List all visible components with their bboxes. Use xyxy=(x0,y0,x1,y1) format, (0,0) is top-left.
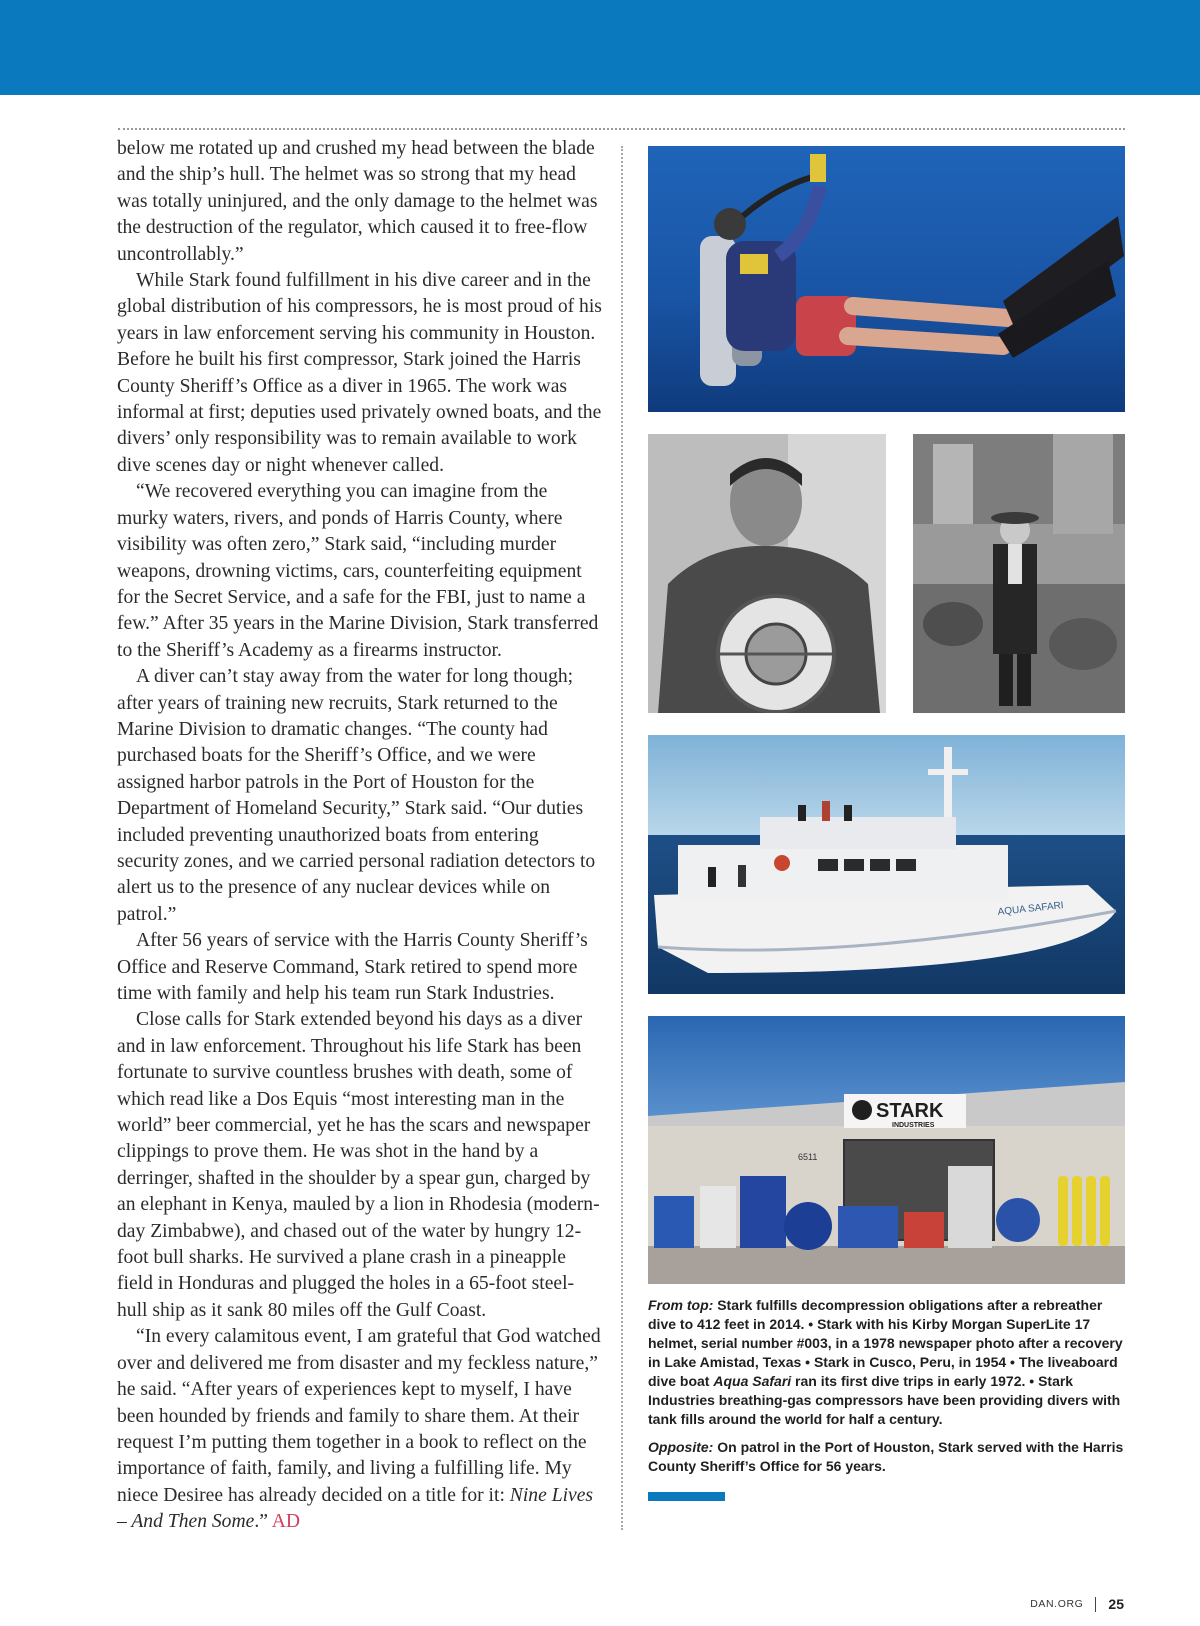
footer-site: DAN.ORG xyxy=(1030,1598,1084,1610)
building-number: 6511 xyxy=(798,1152,818,1162)
caption-opposite xyxy=(648,1438,1126,1476)
stark-sign-subtext: INDUSTRIES xyxy=(892,1122,935,1129)
caption-accent-bar xyxy=(648,1492,725,1501)
top-dotted-rule xyxy=(118,128,1125,130)
photo-diver-rebreather xyxy=(648,146,1125,412)
boat-hull-name: AQUA SAFARI xyxy=(997,900,1065,918)
article-paragraph: Close calls for Stark extended beyond his days as a diver and in law enforcement. Throughout his life Stark has been fortunate to survive countless brushes with death, some of which read like a Dos Equis “most interesting man in the world” beer commercial, yet he has the scars and newspaper clippings to prove them. He was shot in the hand by a derringer, shafted in the shoulder by a spear gun, charged by an elephant in Kenya, mauled by a lion in Rhodesia (modern-day Zimbabwe), and chased out of the water by hungry 12-foot bull sharks. He survived a plane crash in a pineapple field in Honduras and plugged the holes in a 65-foot steel- hull ship as it sank 80 miles off the Gulf Coast. xyxy=(117,1009,600,1321)
page-number: 25 xyxy=(1108,1596,1124,1612)
footer-separator xyxy=(1095,1597,1096,1612)
stark-sign-text: STARK xyxy=(876,1100,944,1122)
caption-text-part: Stark fulfills decompression obligations after a rebreather dive to 412 feet in 2014. • Stark with his Kirby Morgan SuperLite 17 helmet, serial number #003, in a 1978 newspaper photo after a recovery in Lake Amistad, Texas • Stark in Cusco, Peru, in 1954 • The liveaboard dive boat xyxy=(648,1297,1123,1389)
article-paragraph: below me rotated up and crushed my head between the blade and the ship’s hull. The helmet was so strong that my head was totally uninjured, and the only damage to the helmet was the destruction of the regulator, which caused it to free-flow uncontrollably.” xyxy=(117,138,598,265)
page-footer xyxy=(1030,1594,1124,1614)
article-final-paragraph xyxy=(117,1324,603,1535)
photo-stark-industries xyxy=(648,1016,1125,1284)
photo-aqua-safari-boat xyxy=(648,735,1125,994)
article-paragraph: After 56 years of service with the Harris County Sheriff’s Office and Reserve Command, Stark retired to spend more time with family and help his team run Stark Industries. xyxy=(117,930,588,1004)
photo-caption xyxy=(648,1296,1126,1485)
final-paragraph-closing: .” xyxy=(254,1511,268,1533)
final-paragraph-text: “In every calamitous event, I am grateful that God watched over and delivered me from disaster and my feckless nature,” he said. “After years of experiences kept to myself, I have been hounded by friends and family to share them. At their request I’m putting them together in a book to reflect on the importance of faith, family, and living a fulfilling life. My niece Desiree has already decided on a title for it: xyxy=(117,1326,601,1506)
article-paragraph: A diver can’t stay away from the water for long though; after years of training new recruits, Stark returned to the Marine Division to dramatic changes. “The county had purchased boats for the Sheriff’s Office, and we were assigned harbor patrols in the Port of Houston for the Department of Homeland Security,” Stark said. “Our duties included preventing unauthorized boats from entering security zones, and we carried personal radiation detectors to alert us to the presence of any nuclear devices while on patrol.” xyxy=(117,666,596,925)
caption-lead-from-top: From top: xyxy=(648,1297,714,1313)
photo-helmet-portrait xyxy=(648,434,886,713)
caption-text-part: On patrol in the Port of Houston, Stark served with the Harris County Sheriff’s Office for 56 years. xyxy=(648,1439,1124,1474)
caption-from-top xyxy=(648,1296,1126,1429)
header-color-band xyxy=(0,0,1200,95)
article-paragraph: While Stark found fulfillment in his dive career and in the global distribution of his compressors, he is most proud of his years in law enforcement serving his community in Houston. Before he built his first compressor, Stark joined the Harris County Sheriff’s Office as a diver in 1965. The work was informal at first; deputies used privately owned boats, and the divers’ only responsibility was to remain available to work dive scenes day or night whenever called. xyxy=(117,270,602,476)
column-divider xyxy=(621,146,623,1530)
book-title: Nine Lives – And Then Some xyxy=(117,1484,594,1533)
caption-boat-name: Aqua Safari xyxy=(713,1373,792,1389)
caption-lead-opposite: Opposite: xyxy=(648,1439,714,1455)
caption-text-part: ran its first dive trips in early 1972. • Stark Industries breathing-gas compressors have been providing divers with tank fills around the world for half a century. xyxy=(648,1373,1121,1427)
article-paragraph: “We recovered everything you can imagine from the murky waters, rivers, and ponds of Harris County, where visibility was often zero,” Stark said, “including murder weapons, drowning victims, cars, counterfeiting equipment for the Secret Service, and a safe for the FBI, just to name a few.” After 35 years in the Marine Division, Stark transferred to the Sheriff’s Academy as a firearms instructor. xyxy=(117,481,599,661)
end-mark: AD xyxy=(271,1511,301,1533)
photo-cusco-1954 xyxy=(913,434,1125,713)
article-body xyxy=(117,136,603,1536)
